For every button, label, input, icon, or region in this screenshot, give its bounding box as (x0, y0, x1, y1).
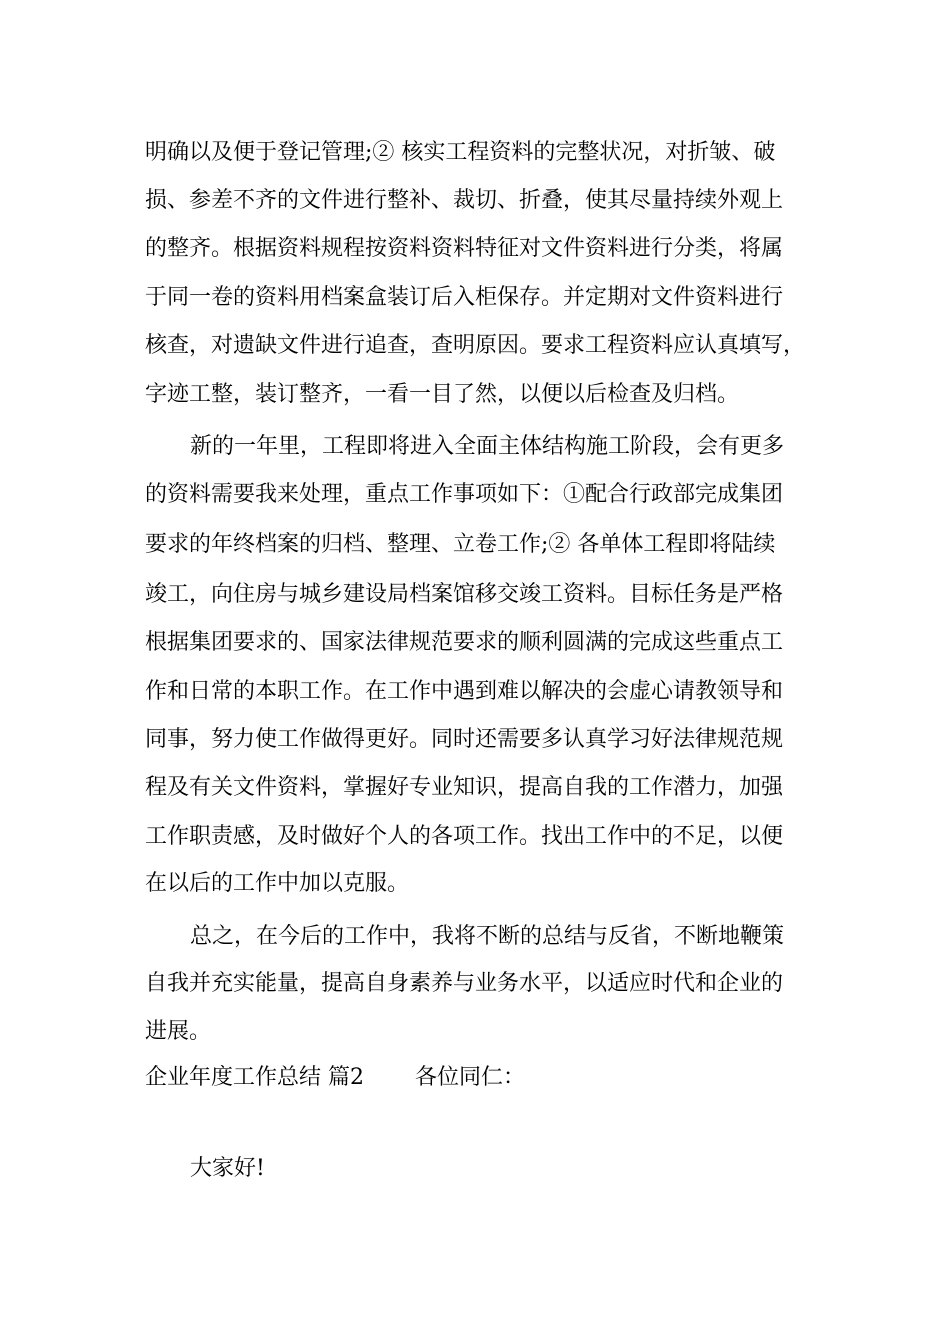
section-title: 企业年度工作总结 篇2 (145, 1065, 364, 1090)
paragraph-2-line-9: 工作职责感，及时做好个人的各项工作。找出工作中的不足，以便 (145, 824, 784, 849)
paragraph-1-line-4: 于同一卷的资料用档案盒装订后入柜保存。并定期对文件资料进行 (145, 285, 784, 310)
salutation: 各位同仁： (415, 1065, 526, 1090)
greeting: 大家好! (190, 1156, 265, 1181)
paragraph-1-line-2: 损、参差不齐的文件进行整补、裁切、折叠，使其尽量持续外观上 (145, 188, 784, 213)
paragraph-3-line-2: 自我并充实能量，提高自身素养与业务水平，以适应时代和企业的 (145, 971, 784, 996)
paragraph-3-line-1: 总之，在今后的工作中，我将不断的总结与反省，不断地鞭策 (190, 924, 785, 949)
paragraph-2-line-4: 竣工，向住房与城乡建设局档案馆移交竣工资料。目标任务是严格 (145, 582, 784, 607)
paragraph-2-line-3: 要求的年终档案的归档、整理、立卷工作;② 各单体工程即将陆续 (145, 532, 776, 557)
paragraph-2-line-1: 新的一年里，工程即将进入全面主体结构施工阶段，会有更多 (190, 434, 785, 459)
paragraph-2-line-10: 在以后的工作中加以克服。 (145, 871, 410, 896)
paragraph-1-line-3: 的整齐。根据资料规程按资料资料特征对文件资料进行分类，将属 (145, 236, 784, 261)
paragraph-1-line-5: 核查，对遗缺文件进行追查，查明原因。要求工程资料应认真填写， (145, 333, 806, 358)
paragraph-2-line-7: 同事，努力使工作做得更好。同时还需要多认真学习好法律规范规 (145, 727, 784, 752)
paragraph-2-line-6: 作和日常的本职工作。在工作中遇到难以解决的会虚心请教领导和 (145, 679, 784, 704)
paragraph-2-line-5: 根据集团要求的、国家法律规范要求的顺利圆满的完成这些重点工 (145, 630, 784, 655)
paragraph-2-line-8: 程及有关文件资料，掌握好专业知识，提高自我的工作潜力，加强 (145, 775, 784, 800)
paragraph-1-line-6: 字迹工整，装订整齐，一看一目了然，以便以后检查及归档。 (145, 382, 740, 407)
paragraph-2-line-2: 的资料需要我来处理，重点工作事项如下：①配合行政部完成集团 (145, 482, 784, 507)
paragraph-1-line-1: 明确以及便于登记管理;② 核实工程资料的完整状况，对折皱、破 (145, 140, 776, 165)
paragraph-3-line-3: 进展。 (145, 1019, 212, 1044)
